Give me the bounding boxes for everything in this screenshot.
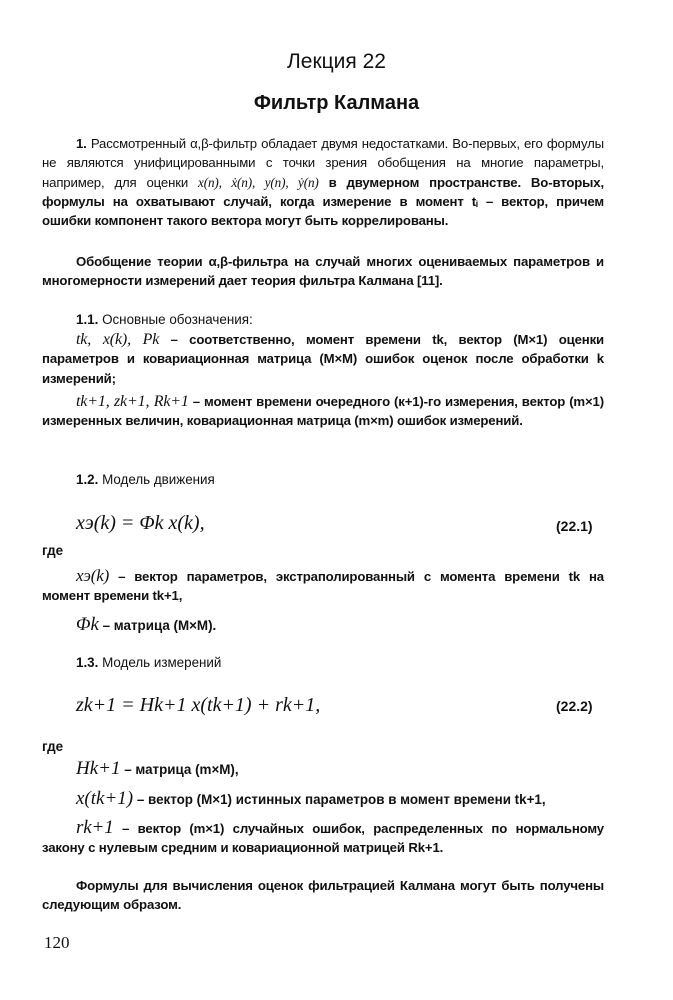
- equation-22-2-number: (22.2): [556, 698, 593, 714]
- def1-symbols: tk, x(k), Pk: [76, 331, 160, 348]
- equation-22-2: zk+1 = Hk+1 x(tk+1) + rk+1,: [76, 694, 321, 716]
- p1-text-a: Рассмотренный α,β-фильтр обладает двумя недостатками. Во-первых, его формулы не являются унифицированными с точки зрения обобщения на многие параметры, например, для оценки: [42, 136, 604, 190]
- definition-2: [42, 392, 604, 431]
- section-1-3-heading: [76, 655, 221, 670]
- equation-22-1-number: (22.1): [556, 518, 593, 534]
- w4-symbol-x: x(tk+1): [76, 788, 134, 809]
- p1-math: x(n), ẋ(n), y(n), ẏ(n): [198, 174, 319, 190]
- section-1-2-title: Модель движения: [98, 472, 215, 487]
- where-2-item-3: [42, 818, 604, 858]
- w5-symbol-r: rk+1: [76, 817, 114, 838]
- def2-symbols: tk+1, zk+1, Rk+1: [76, 393, 189, 410]
- section-1-1-number: 1.1.: [76, 312, 99, 327]
- where-2-item-2: [76, 788, 546, 810]
- where-1-item-1: [42, 566, 604, 606]
- equation-22-1: xэ(k) = Φk x(k),: [76, 512, 205, 534]
- section-1-3-number: 1.3.: [76, 655, 99, 670]
- w4-text-x: – вектор (M×1) истинных параметров в момент времени tk+1,: [133, 792, 546, 807]
- section-1-1-heading: [76, 312, 253, 327]
- def1-text: – соответственно, момент времени tk, вектор (M×1) оценки параметров и ковариационная матрица (M×M) ошибок оценок после обработки k измерений;: [42, 332, 604, 386]
- section-1-2-heading: [76, 472, 215, 487]
- p1-text-b: в двумерном пространстве. Во-вторых, формулы на охватывают случай, когда измерение в момент tᵢ – вектор, причем ошибки компонент такого вектора могут быть коррелированы.: [42, 174, 604, 229]
- w2-symbol: Φk: [76, 614, 99, 635]
- w5-text-r: – вектор (m×1) случайных ошибок, распределенных по нормальному закону с нулевым средним и ковариационной матрицей Rk+1.: [42, 821, 604, 856]
- chapter-title: Фильтр Калмана: [253, 92, 420, 114]
- where-2-item-1: [76, 758, 239, 780]
- section-1-1-title: Основные обозначения:: [98, 312, 253, 327]
- intro-paragraph-1: [42, 134, 604, 230]
- p1-lead: 1.: [76, 136, 87, 151]
- w1-text: – вектор параметров, экстраполированный с момента времени tk на момент времени tk+1,: [42, 569, 604, 604]
- where-1-item-2: [76, 614, 216, 636]
- definition-1: [42, 330, 604, 388]
- where-2: где: [42, 739, 64, 754]
- w2-text: – матрица (M×M).: [98, 618, 217, 633]
- where-1: где: [42, 543, 64, 558]
- w3-symbol-h: Hk+1: [76, 758, 121, 779]
- w1-symbol: xэ(k): [76, 566, 110, 585]
- section-1-2-number: 1.2.: [76, 472, 99, 487]
- closing-paragraph: Формулы для вычисления оценок фильтрацией Калмана могут быть получены следующим образом.: [42, 878, 604, 913]
- intro-paragraph-2: Обобщение теории α,β-фильтра на случай многих оцениваемых параметров и многомерности измерений дает теория фильтра Калмана [11].: [42, 254, 604, 289]
- page-number: 120: [44, 933, 70, 952]
- lecture-title: Лекция 22: [287, 50, 386, 73]
- section-1-3-title: Модель измерений: [98, 655, 222, 670]
- w3-text-h: – матрица (m×M),: [120, 762, 239, 777]
- def2-text: – момент времени очередного (к+1)-го измерения, вектор (m×1) измеренных величин, ковариационная матрица (m×m) ошибок измерений.: [42, 394, 604, 429]
